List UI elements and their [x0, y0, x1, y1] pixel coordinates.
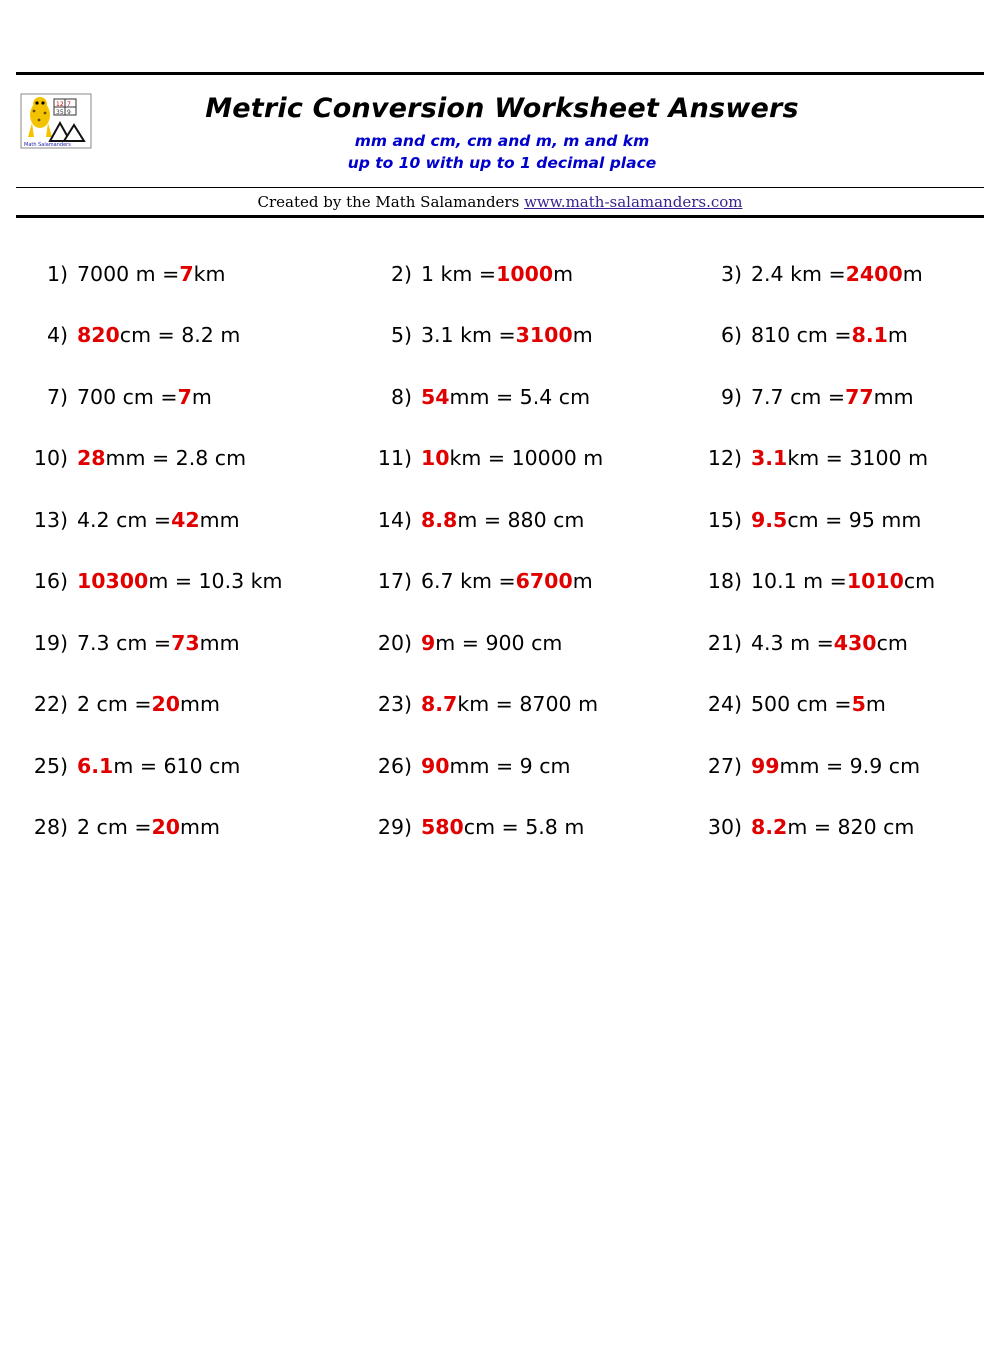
question-item [346, 305, 676, 367]
question-number: 1) [46, 261, 68, 286]
question-item [16, 797, 346, 859]
question-answer: 3100 [515, 323, 573, 348]
question-item [16, 736, 346, 798]
question-answer: 28 [77, 446, 106, 471]
question-answer: 10 [421, 446, 450, 471]
question-answer: 42 [171, 507, 200, 532]
question-number: 7) [46, 384, 68, 409]
question-answer: 54 [421, 384, 450, 409]
question-number: 10) [33, 446, 68, 471]
question-text-after: km = 8700 m [457, 692, 599, 717]
page-title: Metric Conversion Worksheet Answers [205, 93, 799, 124]
question-number: 11) [377, 446, 412, 471]
question-item [676, 613, 1000, 675]
question-number: 27) [707, 753, 742, 778]
question-number: 12) [707, 446, 742, 471]
question-text-before: 2 cm = [77, 815, 152, 840]
question-number: 30) [707, 815, 742, 840]
question-item [346, 428, 676, 490]
question-text-after: m [572, 323, 593, 348]
question-answer: 7 [179, 261, 194, 286]
question-number: 20) [377, 630, 412, 655]
question-item [16, 613, 346, 675]
question-number: 22) [33, 692, 68, 717]
question-text-after: km = 3100 m [787, 446, 929, 471]
question-number: 17) [377, 569, 412, 594]
question-text-after: mm = 2.8 cm [105, 446, 247, 471]
svg-text:35: 35 [56, 109, 64, 116]
question-number: 3) [720, 261, 742, 286]
question-text-after: km = 10000 m [449, 446, 604, 471]
question-answer: 580 [421, 815, 464, 840]
question-text-after: mm = 9 cm [449, 753, 571, 778]
question-answer: 77 [845, 384, 874, 409]
question-item [676, 367, 1000, 429]
question-number: 24) [707, 692, 742, 717]
question-number: 19) [33, 630, 68, 655]
question-text-before: 1 km = [421, 261, 497, 286]
question-item [16, 367, 346, 429]
svg-text:12: 12 [56, 101, 64, 108]
question-item [16, 551, 346, 613]
question-answer: 8.8 [421, 507, 458, 532]
question-answer: 8.1 [851, 323, 888, 348]
question-text-after: m = 10.3 km [148, 569, 283, 594]
question-text-before: 2.4 km = [751, 261, 846, 286]
question-text-after: m = 900 cm [435, 630, 563, 655]
question-item [676, 244, 1000, 306]
question-item [676, 674, 1000, 736]
question-text-before: 810 cm = [751, 323, 852, 348]
question-answer: 430 [833, 630, 877, 655]
question-number: 9) [720, 384, 742, 409]
question-text-before: 6.7 km = [421, 569, 516, 594]
question-number: 6) [720, 323, 742, 348]
question-number: 16) [33, 569, 68, 594]
question-answer: 20 [151, 692, 181, 717]
question-item [346, 490, 676, 552]
subtitle-line-2: up to 10 with up to 1 decimal place [347, 154, 657, 173]
question-text-after: mm [180, 692, 220, 717]
question-text-after: m [902, 261, 923, 286]
question-item [346, 551, 676, 613]
question-text-before: 700 cm = [77, 384, 178, 409]
question-text-after: m [553, 261, 574, 286]
question-text-after: mm [199, 507, 240, 532]
math-salamanders-logo [20, 93, 92, 149]
svg-text:Math Salamanders: Math Salamanders [24, 142, 71, 148]
question-text-after: km [193, 261, 226, 286]
question-answer: 6700 [515, 569, 573, 594]
question-item [676, 551, 1000, 613]
question-text-after: m = 820 cm [787, 815, 915, 840]
question-item [346, 797, 676, 859]
question-number: 5) [390, 323, 412, 348]
question-text-after: mm [180, 815, 220, 840]
question-text-before: 2 cm = [77, 692, 152, 717]
question-item [676, 428, 1000, 490]
question-answer: 3.1 [751, 446, 788, 471]
question-text-after: mm [199, 630, 240, 655]
question-text-before: 10.1 m = [751, 569, 847, 594]
worksheet-header [16, 75, 984, 179]
question-answer: 2400 [845, 261, 903, 286]
question-answer: 8.7 [421, 692, 458, 717]
question-item [346, 613, 676, 675]
question-answer: 820 [77, 323, 120, 348]
question-text-before: 500 cm = [751, 692, 852, 717]
worksheet-page [0, 72, 1000, 1366]
question-answer: 1010 [846, 569, 904, 594]
question-answer: 7 [177, 384, 192, 409]
question-answer: 5 [851, 692, 866, 717]
question-item [16, 305, 346, 367]
question-answer: 8.2 [751, 815, 788, 840]
question-answer: 9 [421, 630, 436, 655]
question-answer: 73 [171, 630, 200, 655]
question-text-before: 7.3 cm = [77, 630, 172, 655]
header-bottom-rule [16, 215, 984, 218]
question-text-after: m [865, 692, 886, 717]
question-answer: 6.1 [77, 753, 114, 778]
question-text-after: mm = 9.9 cm [779, 753, 921, 778]
question-item [676, 490, 1000, 552]
question-number: 28) [33, 815, 68, 840]
questions-grid [16, 236, 984, 859]
question-item [676, 736, 1000, 798]
question-text-after: cm = 95 mm [787, 507, 922, 532]
question-number: 15) [707, 507, 742, 532]
credit-line [16, 188, 984, 215]
question-item [16, 490, 346, 552]
question-number: 26) [377, 753, 412, 778]
credit-text: Created by the Math Salamanders [257, 192, 525, 211]
question-number: 18) [707, 569, 742, 594]
question-number: 25) [33, 753, 68, 778]
question-text-after: m = 610 cm [113, 753, 241, 778]
question-text-after: m [572, 569, 593, 594]
question-answer: 20 [151, 815, 181, 840]
question-text-after: cm = 8.2 m [119, 323, 241, 348]
question-item [346, 674, 676, 736]
question-item [346, 736, 676, 798]
question-number: 29) [377, 815, 412, 840]
question-number: 2) [390, 261, 412, 286]
question-text-before: 7000 m = [77, 261, 180, 286]
question-answer: 9.5 [751, 507, 788, 532]
question-text-before: 7.7 cm = [751, 384, 846, 409]
question-text-after: mm [873, 384, 914, 409]
credit-link[interactable]: www.math-salamanders.com [524, 192, 743, 211]
question-item [16, 428, 346, 490]
question-text-before: 4.2 cm = [77, 507, 172, 532]
svg-text:7: 7 [67, 101, 71, 108]
question-text-after: cm [903, 569, 936, 594]
question-answer: 1000 [496, 261, 554, 286]
question-item [346, 244, 676, 306]
question-item [16, 244, 346, 306]
question-text-after: m [191, 384, 212, 409]
question-text-after: m = 880 cm [457, 507, 585, 532]
title-block [20, 85, 984, 175]
question-text-after: mm = 5.4 cm [449, 384, 591, 409]
question-number: 14) [377, 507, 412, 532]
subtitle-line-1: mm and cm, cm and m, m and km [354, 132, 650, 150]
question-text-before: 3.1 km = [421, 323, 516, 348]
question-answer: 10300 [77, 569, 149, 594]
question-number: 8) [390, 384, 412, 409]
question-text-after: cm [876, 630, 908, 655]
question-item [346, 367, 676, 429]
question-text-before: 4.3 m = [751, 630, 834, 655]
question-number: 21) [707, 630, 742, 655]
question-number: 23) [377, 692, 412, 717]
question-text-after: cm = 5.8 m [463, 815, 585, 840]
question-item [16, 674, 346, 736]
question-item [676, 305, 1000, 367]
question-item [676, 797, 1000, 859]
question-answer: 90 [421, 753, 450, 778]
question-answer: 99 [751, 753, 780, 778]
question-number: 13) [33, 507, 68, 532]
svg-text:9: 9 [67, 109, 71, 116]
question-text-after: m [887, 323, 908, 348]
question-number: 4) [46, 323, 68, 348]
